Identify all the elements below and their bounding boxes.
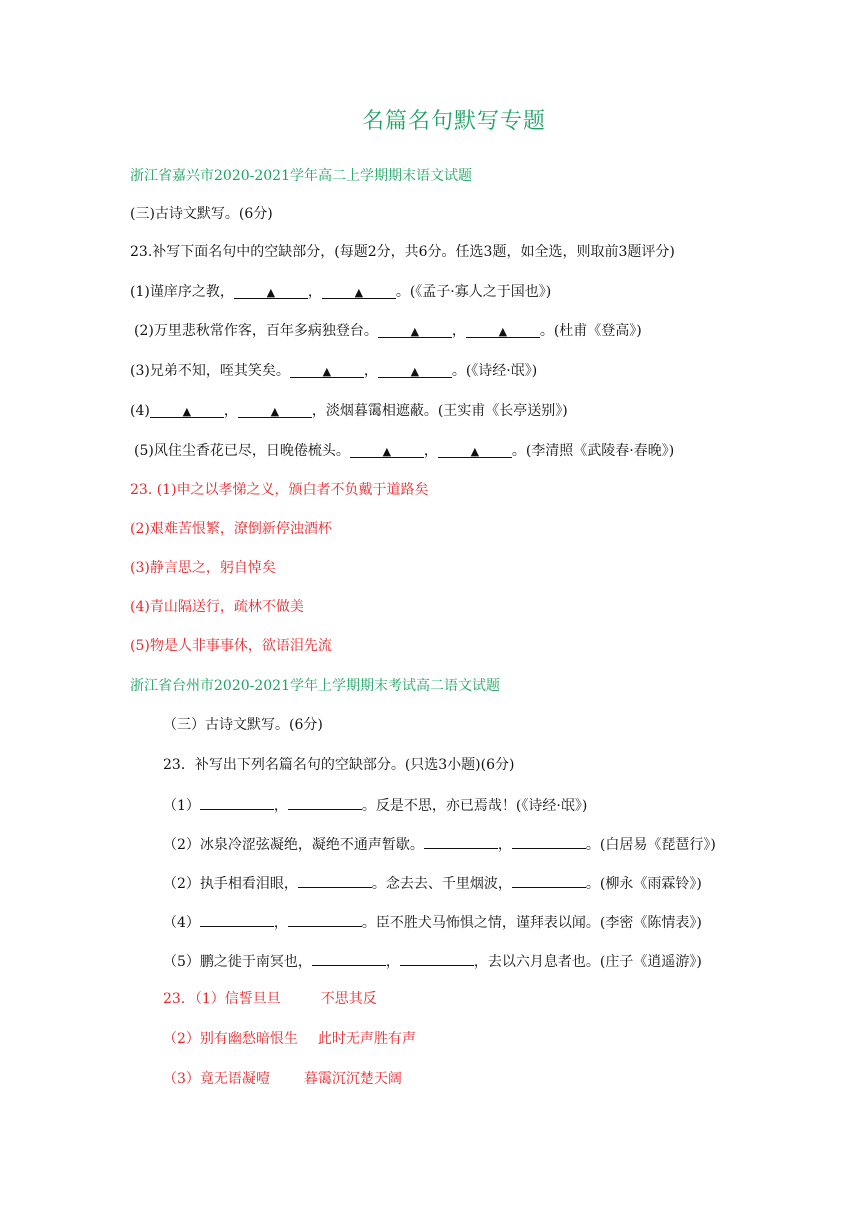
answer-blank: ▲ (378, 362, 452, 378)
section2-item-4: （4） ， 。臣不胜犬马怖惧之情，谨拜表以闻。(李密《陈情表》) (163, 912, 702, 932)
section1-answer-5: (5)物是人非事事休，欲语泪先流 (130, 638, 332, 654)
section2-answer-2: （2）别有幽愁暗恨生 此时无声胜有声 (163, 1031, 416, 1047)
section1-item-4: (4) ▲ ， ▲ ，淡烟暮霭相遮蔽。(王实甫《长亭送别》) (130, 403, 568, 419)
section1-item-1: (1)谨庠序之教， ▲ ， ▲ 。(《孟子·寡人之于国也》) (130, 284, 552, 300)
section1-question: 23.补写下面名句中的空缺部分，(每题2分，共6分。任选3题，如全选，则取前3题评分) (130, 244, 675, 260)
answer-blank (288, 795, 362, 810)
section2-answer-1: 23．（1）信誓旦旦 不思其反 (163, 991, 377, 1007)
section2-source: 浙江省台州市2020-2021学年上学期期末考试高二语文试题 (130, 678, 500, 694)
section2-part: （三）古诗文默写。(6分) (163, 717, 323, 733)
section2-item-1: （1） ， 。反是不思，亦已焉哉！(《诗经·氓》) (163, 795, 587, 815)
answer-blank: ▲ (238, 402, 312, 418)
section2-answer-3: （3）竟无语凝噎 暮霭沉沉楚天阔 (163, 1071, 402, 1087)
answer-blank: ▲ (234, 283, 308, 299)
section1-item-5: (5)风住尘香花已尽，日晚倦梳头。 ▲ ， ▲ 。(李清照《武陵春·春晚》) (134, 443, 675, 459)
answer-blank: ▲ (350, 442, 424, 458)
section1-item-2: (2)万里悲秋常作客，百年多病独登台。 ▲ ， ▲ 。(杜甫《登高》) (134, 323, 642, 339)
section2-question: 23．补写出下列名篇名句的空缺部分。(只选3小题)(6分) (163, 757, 515, 773)
section1-answer-4: (4)青山隔送行，疏林不做美 (130, 599, 304, 615)
answer-blank: ▲ (466, 322, 540, 338)
answer-blank (298, 873, 372, 888)
answer-blank (312, 951, 386, 966)
answer-blank (200, 912, 274, 927)
answer-blank: ▲ (378, 322, 452, 338)
answer-blank: ▲ (438, 442, 512, 458)
section2-item-5: （5）鹏之徙于南冥也， ， ，去以六月息者也。(庄子《逍遥游》) (163, 951, 702, 971)
answer-blank (512, 834, 586, 849)
answer-blank (288, 912, 362, 927)
section2-item-3: （2）执手相看泪眼， 。念去去、千里烟波， 。(柳永《雨霖铃》) (163, 873, 702, 893)
answer-blank: ▲ (322, 283, 396, 299)
page-title: 名篇名句默写专题 (361, 109, 546, 134)
answer-blank: ▲ (290, 362, 364, 378)
section1-item-3: (3)兄弟不知，咥其笑矣。 ▲ ， ▲ 。(《诗经·氓》) (130, 363, 538, 379)
answer-blank: ▲ (150, 402, 224, 418)
answer-blank (200, 795, 274, 810)
section1-answer-2: (2)艰难苦恨繁，潦倒新停浊酒杯 (130, 521, 332, 537)
section1-source: 浙江省嘉兴市2020-2021学年高二上学期期末语文试题 (130, 168, 472, 184)
answer-blank (424, 834, 498, 849)
section2-item-2: （2）冰泉冷涩弦凝绝，凝绝不通声暂歇。 ， 。(白居易《琵琶行》) (163, 834, 716, 854)
section1-part: (三)古诗文默写。(6分) (130, 206, 273, 222)
section1-answer-3: (3)静言思之，躬自悼矣 (130, 560, 276, 576)
answer-blank (512, 873, 586, 888)
answer-blank (400, 951, 474, 966)
section1-answer-1: 23. (1)申之以孝悌之义，颁白者不负戴于道路矣 (130, 482, 429, 498)
